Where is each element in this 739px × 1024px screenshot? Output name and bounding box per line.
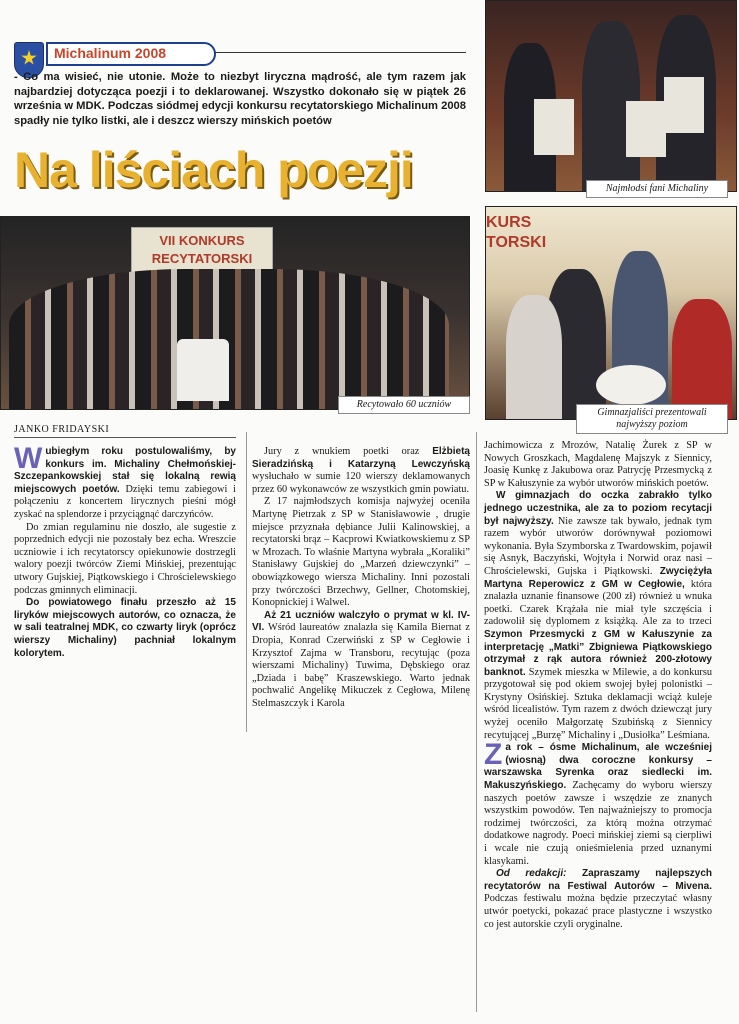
bold-text: W gimnazjach do oczka zabrakło tylko jednego uczestnika, ale za to poziom recytacji był najwyższy. bbox=[484, 490, 712, 527]
article-column-1 bbox=[14, 442, 237, 660]
bold-text: Zwyciężyła Martyna Reperowicz z GM w Cegłowie, bbox=[484, 565, 712, 590]
paragraph bbox=[484, 490, 712, 742]
text: Szymek mieszka w Milewie, a do konkursu przygotował się pod okiem swojej byłej polonistki – Krystyny Osińskiej. Sztuka deklamacji wciąż kuleje wśród licealistów. Tym razem z dwóch dziewcząt jury wyżej oceniło Małgorzatę Szubińską z Siennicy recytującej „Burzę” Michaliny i „Dusiołka” Leśmiana. bbox=[484, 666, 712, 741]
author-byline: JANKO FRIDAYSKI bbox=[14, 424, 236, 438]
drop-cap: W bbox=[14, 442, 43, 475]
bold-text: Aż 21 uczniów walczyło o prymat w kl. IV-VI. bbox=[252, 609, 470, 634]
article-column-2 bbox=[252, 446, 470, 710]
bold-text: ubiegłym roku postulowaliśmy, by konkurs im. Michaliny Chełmońskiej-Szczepankowskiej stał się lokalną rewią miejscowych poetów. bbox=[14, 446, 236, 495]
column-divider bbox=[476, 432, 477, 1012]
text: która znalazła uznanie finansowe (200 zł) również u wnuka poetki. Czarek Krążała nie miał tyle szczęścia i zadowolił się dyplomem z książką. Ale za to trzeci bbox=[484, 578, 712, 628]
bold-text: Do powiatowego finału przeszło aż 15 liryków miejscowych autorów, co oznacza, że w sali teatralnej MDK, co czwarty liryk (oprócz wierszy Michaliny) pachniał lokalnym kolorytem. bbox=[14, 597, 236, 659]
paragraph: Z 17 najmłodszych komisja najwyżej oceniła Martynę Pietrzak z SP w Stanisławowie , drugie miejsce przyznała dębiance Julii Kalinowskiej, a recytatorski brąz – Kacprowi Kwiatkowskiemu z SP w Mrozach. To właśnie Martyna wybrała „Koraliki” Stanisławy Gujskiej do „Marzeń dziewczynki” – obowiązkowego wiersza Michaliny. Inni pozostali przy twórczości Brzechwy, Gellner, Chotomskiej, Konopnickiej i Walwel. bbox=[252, 496, 470, 609]
paragraph bbox=[14, 442, 237, 522]
photo-gymnasium-students bbox=[485, 206, 737, 420]
paragraph bbox=[252, 610, 470, 711]
drop-cap: Z bbox=[484, 738, 503, 772]
article-column-3 bbox=[484, 440, 712, 931]
paragraph: Jachimowicza z Mrozów, Natalię Żurek z SP w Nowych Groszkach, Magdalenę Majszyk z Siennicy, Joasię Kunkę z Jakubowa oraz Patrycję Przesmycką z SP w Kałuszynie za wybór utworów mińskich poetów. bbox=[484, 440, 712, 489]
photo-youngest-fans bbox=[485, 0, 737, 192]
middle-banner: KURS TORSKI bbox=[486, 214, 547, 251]
bold-text: Elżbietą Sieradzińską i Katarzyną Lewczyńską bbox=[252, 446, 470, 470]
caption-youngest-fans: Najmłodsi fani Michaliny bbox=[586, 180, 728, 198]
editorial-label: Od redakcji: bbox=[496, 868, 567, 880]
caption-group: Recytowało 60 uczniów bbox=[338, 396, 470, 414]
section-tag bbox=[46, 42, 216, 66]
headline: Na liściach poezji bbox=[14, 142, 413, 198]
text: Zachęcamy do wyboru wierszy naszych poetów zawsze i wszędzie ze znanych wszystkim powodów. Ten najważniejszy to promocja rodzimej twórczości, za którą można otrzymać dodatkowe nagrody. Poeci mińskiej ziemi są cierpliwi i wcale nie czują onieśmielenia przed uznanymi klasykami. bbox=[484, 780, 712, 867]
caption-gymnasium-students: Gimnazjaliści prezentowali najwyższy poziom bbox=[576, 404, 728, 434]
header-rule bbox=[214, 52, 466, 53]
bold-text: Szymon Przesmycki z GM w Kałuszynie za interpretację „Matki” Zbigniewa Piątkowskiego otrzymał z rąk autora również 200-złotowy banknot. bbox=[484, 628, 712, 678]
text: wysłuchało w sumie 120 wierszy deklamowanych przez 60 wykonawców ze wszystkich gmin powiatu. bbox=[252, 471, 470, 495]
group-banner: VII KONKURS RECYTATORSKI bbox=[151, 233, 253, 266]
bold-text: Zapraszamy najlepszych recytatorów na Festiwal Autorów – Mivena. bbox=[484, 868, 712, 892]
text: Wśród laureatów znalazła się Kamila Biernat z Dropia, Konrad Czerwiński z SP w Cegłowie i Krzysztof Zajma w Transboru, recytując (poza wierszami Michaliny) Tuwima, Dębskiego oraz „Dziada i babę” Kraszewskiego. Warto jednak pochwalić Angelikę Mikuczek z Cegłowa, Milenę Stelmaszczyk i Karola bbox=[252, 622, 470, 709]
text: Jury z wnukiem poetki oraz bbox=[264, 446, 433, 457]
lead-text: - Co ma wisieć, nie utonie. Może to niezbyt liryczna mądrość, ale tym razem jak najbardziej dotycząca poezji i to deklarowanej. Wszystko dokonało się w piątek 26 września w MDK. Podczas siódmej edycji konkursu recytatorskiego Michalinum 2008 spadły nie tylko listki, ale i deszcz wierszy mińskich poetów bbox=[14, 71, 467, 127]
paragraph bbox=[252, 446, 470, 496]
column-divider bbox=[246, 432, 247, 732]
text: Dzięki temu zabiegowi i połączeniu z koncertem lirycznych pieśni mógł zyskać na splendorze i przyciągnąć darczyńców. bbox=[14, 483, 237, 520]
section-tag-label: Michalinum 2008 bbox=[54, 45, 167, 61]
paragraph bbox=[14, 597, 236, 660]
text: Podczas festiwalu można będzie przeczytać własny utwór poetycki, pokazać prace plastyczne i wszystko co jest autorskie czyli oryginalne. bbox=[484, 893, 712, 930]
paragraph bbox=[484, 868, 712, 931]
bold-text: a rok – ósme Michalinum, ale wcześniej (wiosną) dwa coroczne konkursy – warszawska Syrenka oraz siedlecki im. Makuszyńskiego. bbox=[484, 742, 712, 792]
photo-group bbox=[0, 216, 470, 410]
paragraph: Do zmian regulaminu nie doszło, ale sugestie z poprzednich edycji nie pozostały bez echa. Wreszcie uczniowie i ich recytatorscy opiekunowie dostrzegli walory poezji twórców Ziemi Mińskiej, prezentując utwory Gujskiej, Piątkowskiego i Chrościelewskiego podczas gminnych eliminacji. bbox=[14, 521, 236, 596]
text: Nie zawsze tak bywało, jednak tym razem wybór utworów dorównywał poziomowi wykonania. Była Szymborska z Twardowskim, pojawił się Asnyk, Baczyński, Wojtyła i Norwid oraz nasi – Chrościelewski, Gujska i Piątkowski. bbox=[484, 515, 712, 577]
paragraph bbox=[484, 738, 712, 868]
